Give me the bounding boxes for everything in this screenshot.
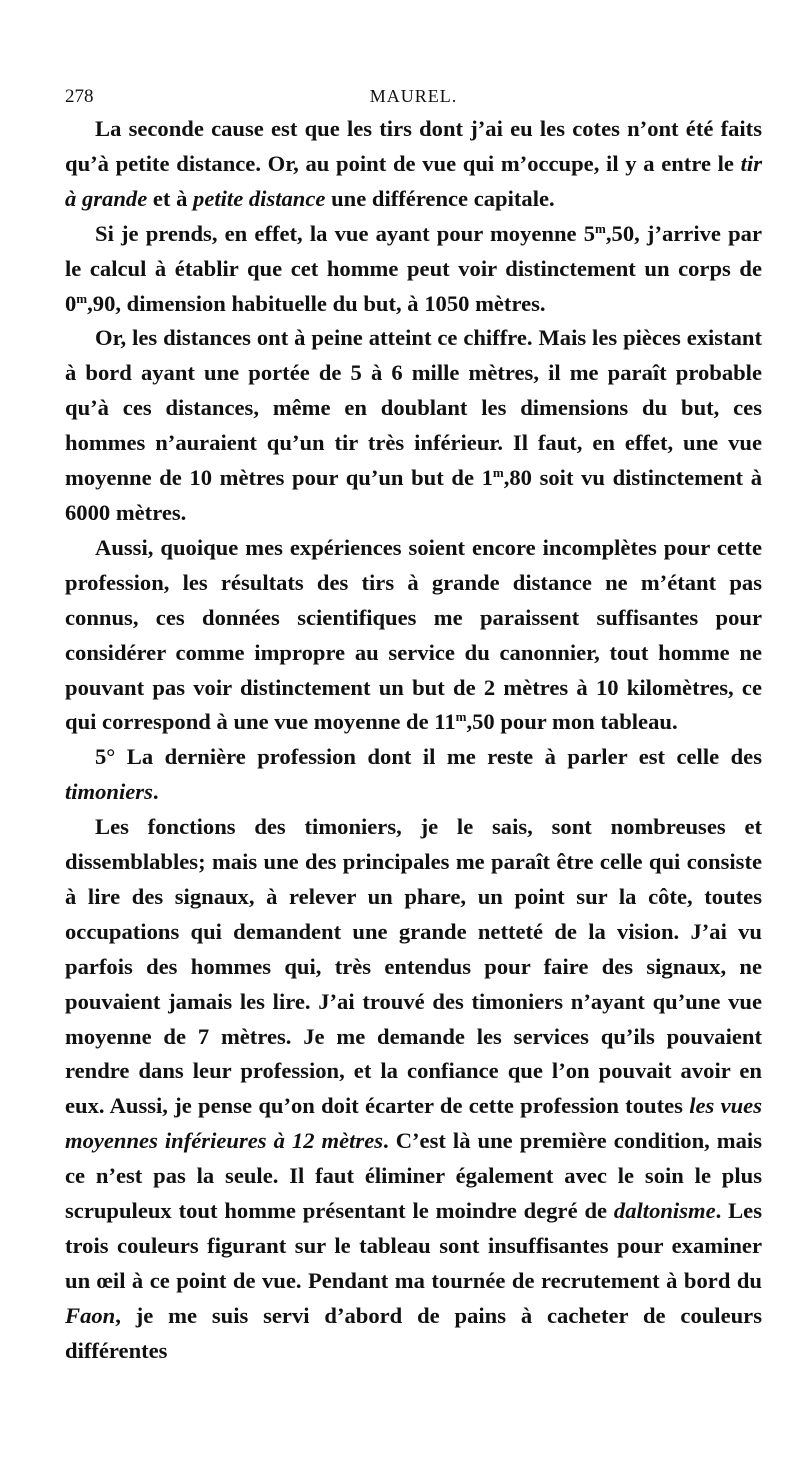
paragraph	[65, 531, 762, 740]
paragraph	[65, 321, 762, 530]
text-run: Aussi, quoique mes expériences soient encore incomplètes pour cette profession, les résultats des tirs à grande distance ne m’étant pas connus, ces données scientifiques me paraissent suffisantes pour considérer comme impropre au service du canonnier, tout homme ne pouvant pas voir distinctement un but de 2 mètres à 10 kilomètres, ce qui correspond à une vue moyenne de 11	[65, 534, 762, 735]
text-run: une différence capitale.	[325, 185, 555, 211]
running-head: MAUREL.	[369, 86, 458, 106]
text-run: Si je prends, en effet, la vue ayant pour moyenne 5	[95, 220, 596, 246]
italic-text: timoniers	[65, 779, 153, 805]
text-run: et à	[147, 185, 194, 211]
italic-text: petite distance	[193, 185, 326, 211]
paragraph	[65, 112, 762, 217]
text-run: ,80 soit vu distinctement à 6000 mètres.	[65, 465, 762, 525]
text-run: . C’est là une première condition, mais ce n’est pas la seule. Il faut éliminer également avec le soin le plus scrupuleux tout homme présentant le moindre degré de	[65, 1128, 762, 1224]
paragraph	[65, 217, 762, 322]
paragraph	[65, 740, 762, 810]
unit-superscript: m	[76, 290, 88, 306]
text-run: Les fonctions des timoniers, je le sais, sont nombreuses et dissemblables; mais une des principales me paraît être celle qui consiste à lire des signaux, à relever un phare, un point sur la côte, toutes occupations qui demandent une grande netteté de la vision. J’ai vu parfois des hommes qui, très entendus pour faire des signaux, ne pouvaient jamais les lire. J’ai trouvé des timoniers n’ayant qu’une vue moyenne de 7 mètres. Je me demande les services qu’ils pouvaient rendre dans leur profession, et la confiance que l’on pouvait avoir en eux. Aussi, je pense qu’on doit écarter de cette profession toutes	[65, 814, 762, 1119]
page-header	[65, 86, 762, 112]
italic-text: Faon	[65, 1302, 116, 1328]
text-run: La seconde cause est que les tirs dont j’ai eu les cotes n’ont été faits qu’à petite distance. Or, au point de vue qui m’occupe, il y a entre le	[65, 116, 762, 176]
text-run: . Les trois couleurs figurant sur le tableau sont insuffisantes pour examiner un œil à ce point de vue. Pendant ma tournée de recrutement à bord du	[65, 1198, 762, 1293]
text-run: ,50 pour mon tableau.	[466, 709, 678, 735]
text-run: ,50, j’arrive par le calcul à établir que cet homme peut voir distinctement un corps de 0	[65, 220, 762, 316]
italic-text: tir à grande	[65, 150, 762, 211]
italic-text: daltonisme	[613, 1198, 716, 1224]
text-run: .	[152, 779, 159, 805]
unit-superscript: m	[455, 709, 467, 725]
italic-text: les vues moyennes inférieures à 12 mètres	[65, 1093, 762, 1154]
unit-superscript: m	[595, 220, 606, 236]
text-run: , je me suis servi d’abord de pains à cacheter de couleurs différentes	[65, 1302, 762, 1363]
body-text	[65, 112, 762, 1369]
page-number: 278	[65, 86, 94, 107]
text-run: ,90, dimension habituelle du but, à 1050 mètres.	[87, 290, 546, 316]
text-run: Or, les distances ont à peine atteint ce chiffre. Mais les pièces existant à bord ayant une portée de 5 à 6 mille mètres, il me paraît probable qu’à ces distances, même en doublant les dimensions du but, ces hommes n’auraient qu’un tir très inférieur. Il faut, en effet, une vue moyenne de 10 mètres pour qu’un but de 1	[65, 325, 762, 491]
paragraph	[65, 810, 762, 1369]
text-run: 5° La dernière profession dont il me reste à parler est celle des	[95, 744, 762, 770]
unit-superscript: m	[492, 465, 504, 481]
